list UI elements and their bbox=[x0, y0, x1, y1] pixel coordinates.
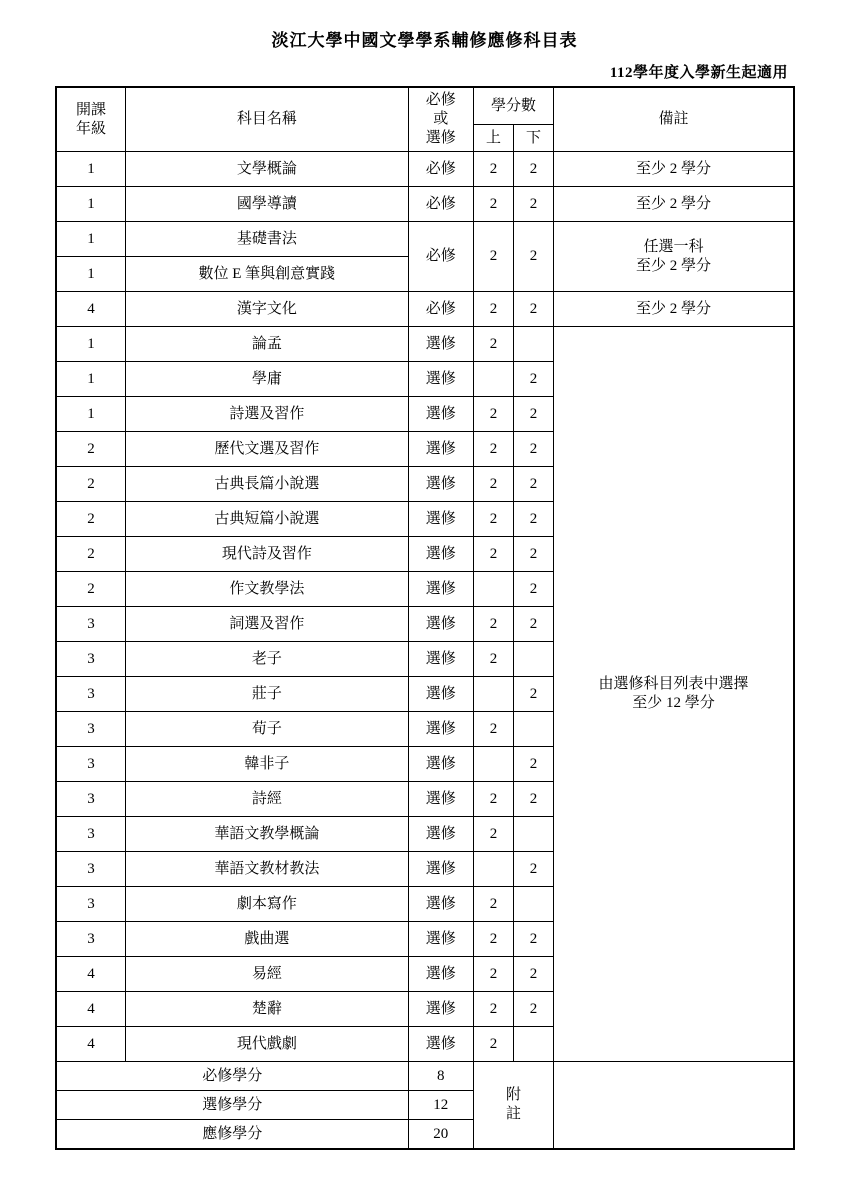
cell-course-type: 必修 bbox=[408, 222, 473, 292]
cell-course-name: 楚辭 bbox=[126, 992, 409, 1027]
cell-course-name: 華語文教學概論 bbox=[126, 817, 409, 852]
cell-course-name: 漢字文化 bbox=[126, 292, 409, 327]
summary-label-elective: 選修學分 bbox=[56, 1091, 408, 1120]
cell-credits-second: 2 bbox=[514, 607, 554, 642]
cell-grade: 2 bbox=[56, 432, 126, 467]
summary-value-total: 20 bbox=[408, 1120, 473, 1150]
cell-credits-first: 2 bbox=[473, 292, 513, 327]
cell-course-type: 必修 bbox=[408, 187, 473, 222]
cell-note: 至少 2 學分 bbox=[554, 187, 794, 222]
cell-course-type: 選修 bbox=[408, 887, 473, 922]
cell-course-name: 古典長篇小說選 bbox=[126, 467, 409, 502]
cell-credits-second: 2 bbox=[514, 572, 554, 607]
cell-grade: 1 bbox=[56, 327, 126, 362]
cell-grade: 4 bbox=[56, 957, 126, 992]
cell-course-name: 荀子 bbox=[126, 712, 409, 747]
cell-credits-first: 2 bbox=[473, 607, 513, 642]
cell-course-type: 選修 bbox=[408, 642, 473, 677]
cell-credits-second bbox=[514, 817, 554, 852]
cell-credits-second: 2 bbox=[514, 992, 554, 1027]
cell-course-name: 古典短篇小說選 bbox=[126, 502, 409, 537]
cell-credits-first: 2 bbox=[473, 502, 513, 537]
cell-credits-first: 2 bbox=[473, 187, 513, 222]
cell-course-type: 選修 bbox=[408, 327, 473, 362]
cell-course-name: 現代詩及習作 bbox=[126, 537, 409, 572]
cell-course-type: 選修 bbox=[408, 397, 473, 432]
cell-grade: 2 bbox=[56, 467, 126, 502]
cell-credits-second: 2 bbox=[514, 957, 554, 992]
cell-course-name: 歷代文選及習作 bbox=[126, 432, 409, 467]
cell-grade: 3 bbox=[56, 782, 126, 817]
cell-credits-first: 2 bbox=[473, 152, 513, 187]
cell-grade: 3 bbox=[56, 677, 126, 712]
cell-grade: 4 bbox=[56, 992, 126, 1027]
page-title: 淡江大學中國文學學系輔修應修科目表 bbox=[271, 31, 578, 50]
cell-credits-second: 2 bbox=[514, 537, 554, 572]
cell-grade: 1 bbox=[56, 187, 126, 222]
cell-note: 至少 2 學分 bbox=[554, 292, 794, 327]
cell-credits-second: 2 bbox=[514, 222, 554, 292]
cell-credits-first bbox=[473, 677, 513, 712]
cell-grade: 3 bbox=[56, 852, 126, 887]
cell-course-name: 韓非子 bbox=[126, 747, 409, 782]
cell-credits-second: 2 bbox=[514, 922, 554, 957]
cell-credits-first: 2 bbox=[473, 432, 513, 467]
cell-credits-second: 2 bbox=[514, 677, 554, 712]
cell-credits-first: 2 bbox=[473, 397, 513, 432]
cell-credits-second: 2 bbox=[514, 292, 554, 327]
cell-credits-second: 2 bbox=[514, 852, 554, 887]
cell-course-type: 選修 bbox=[408, 432, 473, 467]
cell-credits-second: 2 bbox=[514, 782, 554, 817]
cell-credits-first: 2 bbox=[473, 887, 513, 922]
cell-credits-second bbox=[514, 327, 554, 362]
cell-grade: 3 bbox=[56, 887, 126, 922]
cell-course-name: 詩經 bbox=[126, 782, 409, 817]
cell-credits-first: 2 bbox=[473, 537, 513, 572]
cell-course-type: 選修 bbox=[408, 852, 473, 887]
cell-grade: 1 bbox=[56, 222, 126, 257]
cell-course-name: 論孟 bbox=[126, 327, 409, 362]
cell-credits-first: 2 bbox=[473, 922, 513, 957]
cell-credits-first: 2 bbox=[473, 642, 513, 677]
header-grade: 開課 年級 bbox=[56, 87, 126, 152]
cell-course-type: 選修 bbox=[408, 467, 473, 502]
table-header-row bbox=[56, 87, 794, 125]
cell-credits-first: 2 bbox=[473, 957, 513, 992]
cell-course-type: 選修 bbox=[408, 957, 473, 992]
header-semester-first: 上 bbox=[473, 125, 513, 152]
cell-course-type: 選修 bbox=[408, 537, 473, 572]
cell-course-type: 選修 bbox=[408, 817, 473, 852]
cell-course-name: 國學導讀 bbox=[126, 187, 409, 222]
cell-note: 任選一科 至少 2 學分 bbox=[554, 222, 794, 292]
cell-course-name: 基礎書法 bbox=[126, 222, 409, 257]
cell-credits-first: 2 bbox=[473, 1027, 513, 1062]
cell-credits-second bbox=[514, 642, 554, 677]
cell-course-name: 詩選及習作 bbox=[126, 397, 409, 432]
cell-credits-second: 2 bbox=[514, 432, 554, 467]
cell-grade: 1 bbox=[56, 152, 126, 187]
cell-course-type: 選修 bbox=[408, 747, 473, 782]
cell-course-name: 數位 E 筆與創意實踐 bbox=[126, 257, 409, 292]
cell-course-name: 華語文教材教法 bbox=[126, 852, 409, 887]
header-credits: 學分數 bbox=[473, 87, 553, 125]
cell-grade: 4 bbox=[56, 1027, 126, 1062]
table-row bbox=[56, 222, 794, 257]
cell-grade: 3 bbox=[56, 607, 126, 642]
course-requirements-table bbox=[55, 86, 795, 1150]
header-note: 備註 bbox=[554, 87, 794, 152]
cell-course-name: 劇本寫作 bbox=[126, 887, 409, 922]
cell-credits-first bbox=[473, 852, 513, 887]
cell-credits-second: 2 bbox=[514, 187, 554, 222]
cell-credits-second bbox=[514, 712, 554, 747]
cell-course-name: 現代戲劇 bbox=[126, 1027, 409, 1062]
cell-grade: 1 bbox=[56, 257, 126, 292]
cell-credits-first bbox=[473, 362, 513, 397]
cell-course-name: 莊子 bbox=[126, 677, 409, 712]
table-row bbox=[56, 187, 794, 222]
cell-grade: 1 bbox=[56, 397, 126, 432]
cell-grade: 4 bbox=[56, 292, 126, 327]
cell-course-type: 選修 bbox=[408, 677, 473, 712]
cell-grade: 3 bbox=[56, 642, 126, 677]
cell-note: 至少 2 學分 bbox=[554, 152, 794, 187]
cell-course-type: 選修 bbox=[408, 782, 473, 817]
cell-course-type: 必修 bbox=[408, 292, 473, 327]
cell-course-name: 老子 bbox=[126, 642, 409, 677]
cell-grade: 2 bbox=[56, 572, 126, 607]
cell-grade: 1 bbox=[56, 362, 126, 397]
table-row bbox=[56, 292, 794, 327]
header-course-type: 必修 或 選修 bbox=[408, 87, 473, 152]
cell-credits-first: 2 bbox=[473, 327, 513, 362]
cell-grade: 3 bbox=[56, 712, 126, 747]
cell-credits-first: 2 bbox=[473, 992, 513, 1027]
cell-grade: 2 bbox=[56, 502, 126, 537]
cell-course-type: 選修 bbox=[408, 362, 473, 397]
cell-course-name: 作文教學法 bbox=[126, 572, 409, 607]
summary-value-required: 8 bbox=[408, 1062, 473, 1091]
cell-credits-second bbox=[514, 1027, 554, 1062]
cell-course-type: 選修 bbox=[408, 607, 473, 642]
cell-credits-second: 2 bbox=[514, 467, 554, 502]
cell-grade: 3 bbox=[56, 817, 126, 852]
table-row bbox=[56, 327, 794, 362]
cell-course-type: 選修 bbox=[408, 572, 473, 607]
cell-course-name: 詞選及習作 bbox=[126, 607, 409, 642]
cell-course-type: 選修 bbox=[408, 712, 473, 747]
footnote-content bbox=[554, 1062, 794, 1150]
cell-course-type: 必修 bbox=[408, 152, 473, 187]
table-row bbox=[56, 152, 794, 187]
cell-grade: 2 bbox=[56, 537, 126, 572]
summary-label-total: 應修學分 bbox=[56, 1120, 408, 1150]
footnote-label: 附 註 bbox=[473, 1062, 553, 1150]
cell-grade: 3 bbox=[56, 747, 126, 782]
cell-credits-first: 2 bbox=[473, 817, 513, 852]
cell-credits-second: 2 bbox=[514, 747, 554, 782]
cell-credits-second: 2 bbox=[514, 152, 554, 187]
cell-grade: 3 bbox=[56, 922, 126, 957]
header-course-name: 科目名稱 bbox=[126, 87, 409, 152]
cell-course-type: 選修 bbox=[408, 922, 473, 957]
cell-credits-first bbox=[473, 747, 513, 782]
cell-credits-second: 2 bbox=[514, 362, 554, 397]
cell-course-name: 易經 bbox=[126, 957, 409, 992]
cell-credits-second bbox=[514, 887, 554, 922]
cell-credits-first: 2 bbox=[473, 712, 513, 747]
cell-course-name: 學庸 bbox=[126, 362, 409, 397]
cell-course-type: 選修 bbox=[408, 1027, 473, 1062]
cell-credits-first: 2 bbox=[473, 782, 513, 817]
cell-course-type: 選修 bbox=[408, 992, 473, 1027]
cell-course-type: 選修 bbox=[408, 502, 473, 537]
summary-row bbox=[56, 1062, 794, 1091]
cell-credits-first: 2 bbox=[473, 467, 513, 502]
cell-credits-first: 2 bbox=[473, 222, 513, 292]
cell-credits-first bbox=[473, 572, 513, 607]
summary-label-required: 必修學分 bbox=[56, 1062, 408, 1091]
applicability-note: 112學年度入學新生起適用 bbox=[609, 65, 788, 81]
cell-credits-second: 2 bbox=[514, 397, 554, 432]
cell-course-name: 文學概論 bbox=[126, 152, 409, 187]
cell-credits-second: 2 bbox=[514, 502, 554, 537]
cell-elective-note: 由選修科目列表中選擇 至少 12 學分 bbox=[554, 327, 794, 1062]
header-semester-second: 下 bbox=[514, 125, 554, 152]
cell-course-name: 戲曲選 bbox=[126, 922, 409, 957]
summary-value-elective: 12 bbox=[408, 1091, 473, 1120]
